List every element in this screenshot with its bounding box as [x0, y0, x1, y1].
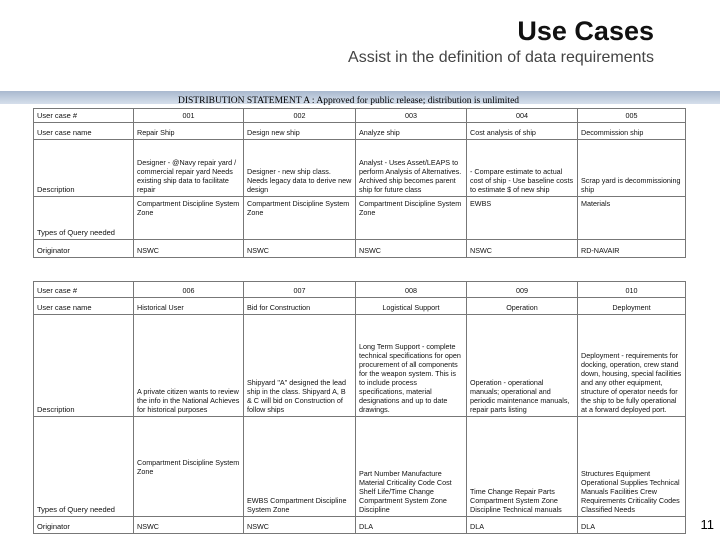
use-case-name: Cost analysis of ship: [467, 123, 578, 140]
slide-subtitle: Assist in the definition of data requirements: [348, 49, 654, 66]
row-label-name: User case name: [34, 123, 134, 140]
use-case-id: 008: [356, 282, 467, 298]
query-types: Compartment Discipline System Zone: [356, 197, 467, 240]
use-case-id: 005: [578, 109, 686, 123]
use-case-name: Analyze ship: [356, 123, 467, 140]
use-case-id: 009: [467, 282, 578, 298]
slide-title: Use Cases: [517, 16, 654, 46]
use-case-name: Decommission ship: [578, 123, 686, 140]
query-types: Compartment Discipline System Zone: [134, 417, 244, 517]
use-case-id: 002: [244, 109, 356, 123]
use-case-name: Bid for Construction: [244, 298, 356, 315]
row-label-query: Types of Query needed: [34, 197, 134, 240]
query-types: Compartment Discipline System Zone: [244, 197, 356, 240]
use-case-description: A private citizen wants to review the info in the National Achieves for historical purposes: [134, 315, 244, 417]
use-case-id: 001: [134, 109, 244, 123]
use-case-description: Designer - new ship class. Needs legacy data to derive new design: [244, 140, 356, 197]
query-types: Compartment Discipline System Zone: [134, 197, 244, 240]
use-case-description: Deployment - requirements for docking, operation, crew stand down, housing, special facilities and any other equipment, structure of operator needs for the ship to be fully operational at a forward deployed port.: [578, 315, 686, 417]
originator: DLA: [356, 517, 467, 534]
use-case-description: Long Term Support - complete technical specifications for open procurement of all components for the weapon system. This is to include process specifications, material designations and up to date drawings.: [356, 315, 467, 417]
use-case-name: Design new ship: [244, 123, 356, 140]
use-case-name: Repair Ship: [134, 123, 244, 140]
row-label-description: Description: [34, 315, 134, 417]
page-number: 11: [700, 517, 714, 532]
originator: NSWC: [467, 240, 578, 258]
use-case-name: Deployment: [578, 298, 686, 315]
distribution-statement: DISTRIBUTION STATEMENT A : Approved for public release; distribution is unlimited: [178, 96, 520, 106]
originator: NSWC: [134, 240, 244, 258]
use-case-table-1: [33, 108, 686, 258]
row-label-id: User case #: [34, 109, 134, 123]
row-label-id: User case #: [34, 282, 134, 298]
row-label-originator: Originator: [34, 240, 134, 258]
use-case-id: 006: [134, 282, 244, 298]
row-label-description: Description: [34, 140, 134, 197]
query-types: Part Number Manufacture Material Criticality Code Cost Shelf Life/Time Change Compartment System Zone Discipline: [356, 417, 467, 517]
use-case-id: 010: [578, 282, 686, 298]
originator: DLA: [467, 517, 578, 534]
originator: NSWC: [134, 517, 244, 534]
row-label-query: Types of Query needed: [34, 417, 134, 517]
query-types: Materials: [578, 197, 686, 240]
use-case-description: Analyst - Uses Asset/LEAPS to perform Analysis of Alternatives. Archived ship becomes parent ship for future class: [356, 140, 467, 197]
use-case-description: - Compare estimate to actual cost of ship - Use baseline costs to estimate $ of new ship: [467, 140, 578, 197]
originator: NSWC: [244, 517, 356, 534]
use-case-description: Designer - @Navy repair yard / commercial repair yard Needs existing ship data to facilitate repair: [134, 140, 244, 197]
use-case-name: Logistical Support: [356, 298, 467, 315]
use-case-id: 003: [356, 109, 467, 123]
query-types: EWBS Compartment Discipline System Zone: [244, 417, 356, 517]
use-case-description: Shipyard "A" designed the lead ship in the class. Shipyard A, B & C will bid on Construction of follow ships: [244, 315, 356, 417]
use-case-id: 007: [244, 282, 356, 298]
query-types: Time Change Repair Parts Compartment System Zone Discipline Technical manuals: [467, 417, 578, 517]
row-label-originator: Originator: [34, 517, 134, 534]
row-label-name: User case name: [34, 298, 134, 315]
originator: DLA: [578, 517, 686, 534]
use-case-description: Operation - operational manuals; operational and periodic maintenance manuals, repair parts listing: [467, 315, 578, 417]
query-types: EWBS: [467, 197, 578, 240]
originator: NSWC: [356, 240, 467, 258]
use-case-id: 004: [467, 109, 578, 123]
use-case-name: Historical User: [134, 298, 244, 315]
use-case-description: Scrap yard is decommissioning ship: [578, 140, 686, 197]
originator: RD-NAVAIR: [578, 240, 686, 258]
originator: NSWC: [244, 240, 356, 258]
use-case-table-2: [33, 281, 686, 534]
use-case-name: Operation: [467, 298, 578, 315]
query-types: Structures Equipment Operational Supplies Technical Manuals Facilities Crew Requirements Criticality Codes Classified Needs: [578, 417, 686, 517]
